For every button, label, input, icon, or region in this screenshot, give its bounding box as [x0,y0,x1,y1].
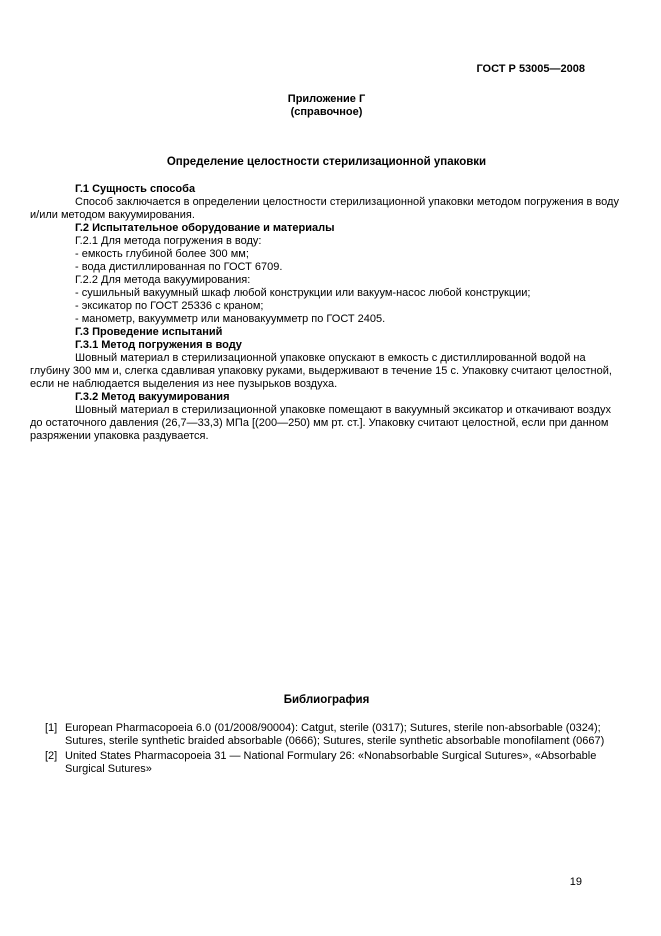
body-paragraph: Способ заключается в определении целостности стерилизационной упаковки методом погружения в воду и/или методом вакуумирования. [30,196,619,221]
bibliography-entries [30,722,623,776]
bibliography-entry [30,750,623,776]
document-header [30,63,623,76]
standard-number: ГОСТ Р 53005—2008 [476,63,585,75]
entry-number: [2] [45,750,58,762]
bibliography-entry [30,722,623,748]
page-number: 19 [569,876,582,888]
bibliography-section [30,694,623,776]
appendix-type: (справочное) [290,106,363,118]
body-text [30,183,623,443]
list-item: - эксикатор по ГОСТ 25336 с краном; [75,300,264,312]
clause-heading: Г.2 Испытательное оборудование и материалы [75,222,335,234]
clause-heading: Г.3 Проведение испытаний [75,326,223,338]
clause-heading: Г.1 Сущность способа [75,183,196,195]
appendix-heading [30,93,623,119]
body-paragraph: Шовный материал в стерилизационной упаковке помещают в вакуумный эксикатор и откачивают воздух до остаточного давления (26,7—33,3) МПа [(200—250) мм рт. ст.]. Упаковку считают целостной, если при данном разряжении упаковка раздувается. [30,404,612,442]
entry-text: United States Pharmacopoeia 31 — National Formulary 26: «Nonabsorbable Surgical Sutures», «Absorbable Surgical Sutures» [65,750,597,775]
appendix-label: Приложение Г [287,93,366,105]
body-paragraph: Г.2.2 Для метода вакуумирования: [75,274,251,286]
list-item: - емкость глубиной более 300 мм; [75,248,249,260]
entry-number: [1] [45,722,58,734]
list-item: - вода дистиллированная по ГОСТ 6709. [75,261,283,273]
clause-heading: Г.3.2 Метод вакуумирования [75,391,230,403]
bibliography-title: Библиография [283,694,370,706]
body-paragraph: Г.2.1 Для метода погружения в воду: [75,235,262,247]
clause-heading: Г.3.1 Метод погружения в воду [75,339,242,351]
body-paragraph: Шовный материал в стерилизационной упаковке опускают в емкость с дистиллированной водой на глубину 300 мм и, слегка сдавливая упаковку руками, выдерживают в течение 15 с. Упаковку считают целостной, если не наблюдается выделения из нее пузырьков воздуха. [30,352,612,390]
list-item: - сушильный вакуумный шкаф любой конструкции или вакуум-насос любой конструкции; [75,287,531,299]
list-item: - манометр, вакуумметр или мановакуумметр по ГОСТ 2405. [75,313,386,325]
entry-text: European Pharmacopoeia 6.0 (01/2008/90004): Catgut, sterile (0317); Sutures, sterile non-absorbable (0324); Sutures, sterile synthetic braided absorbable (0666); Sutures, sterile synthetic absorbable monofilament (0667) [65,722,605,747]
section-title: Определение целостности стерилизационной упаковки [166,156,487,168]
